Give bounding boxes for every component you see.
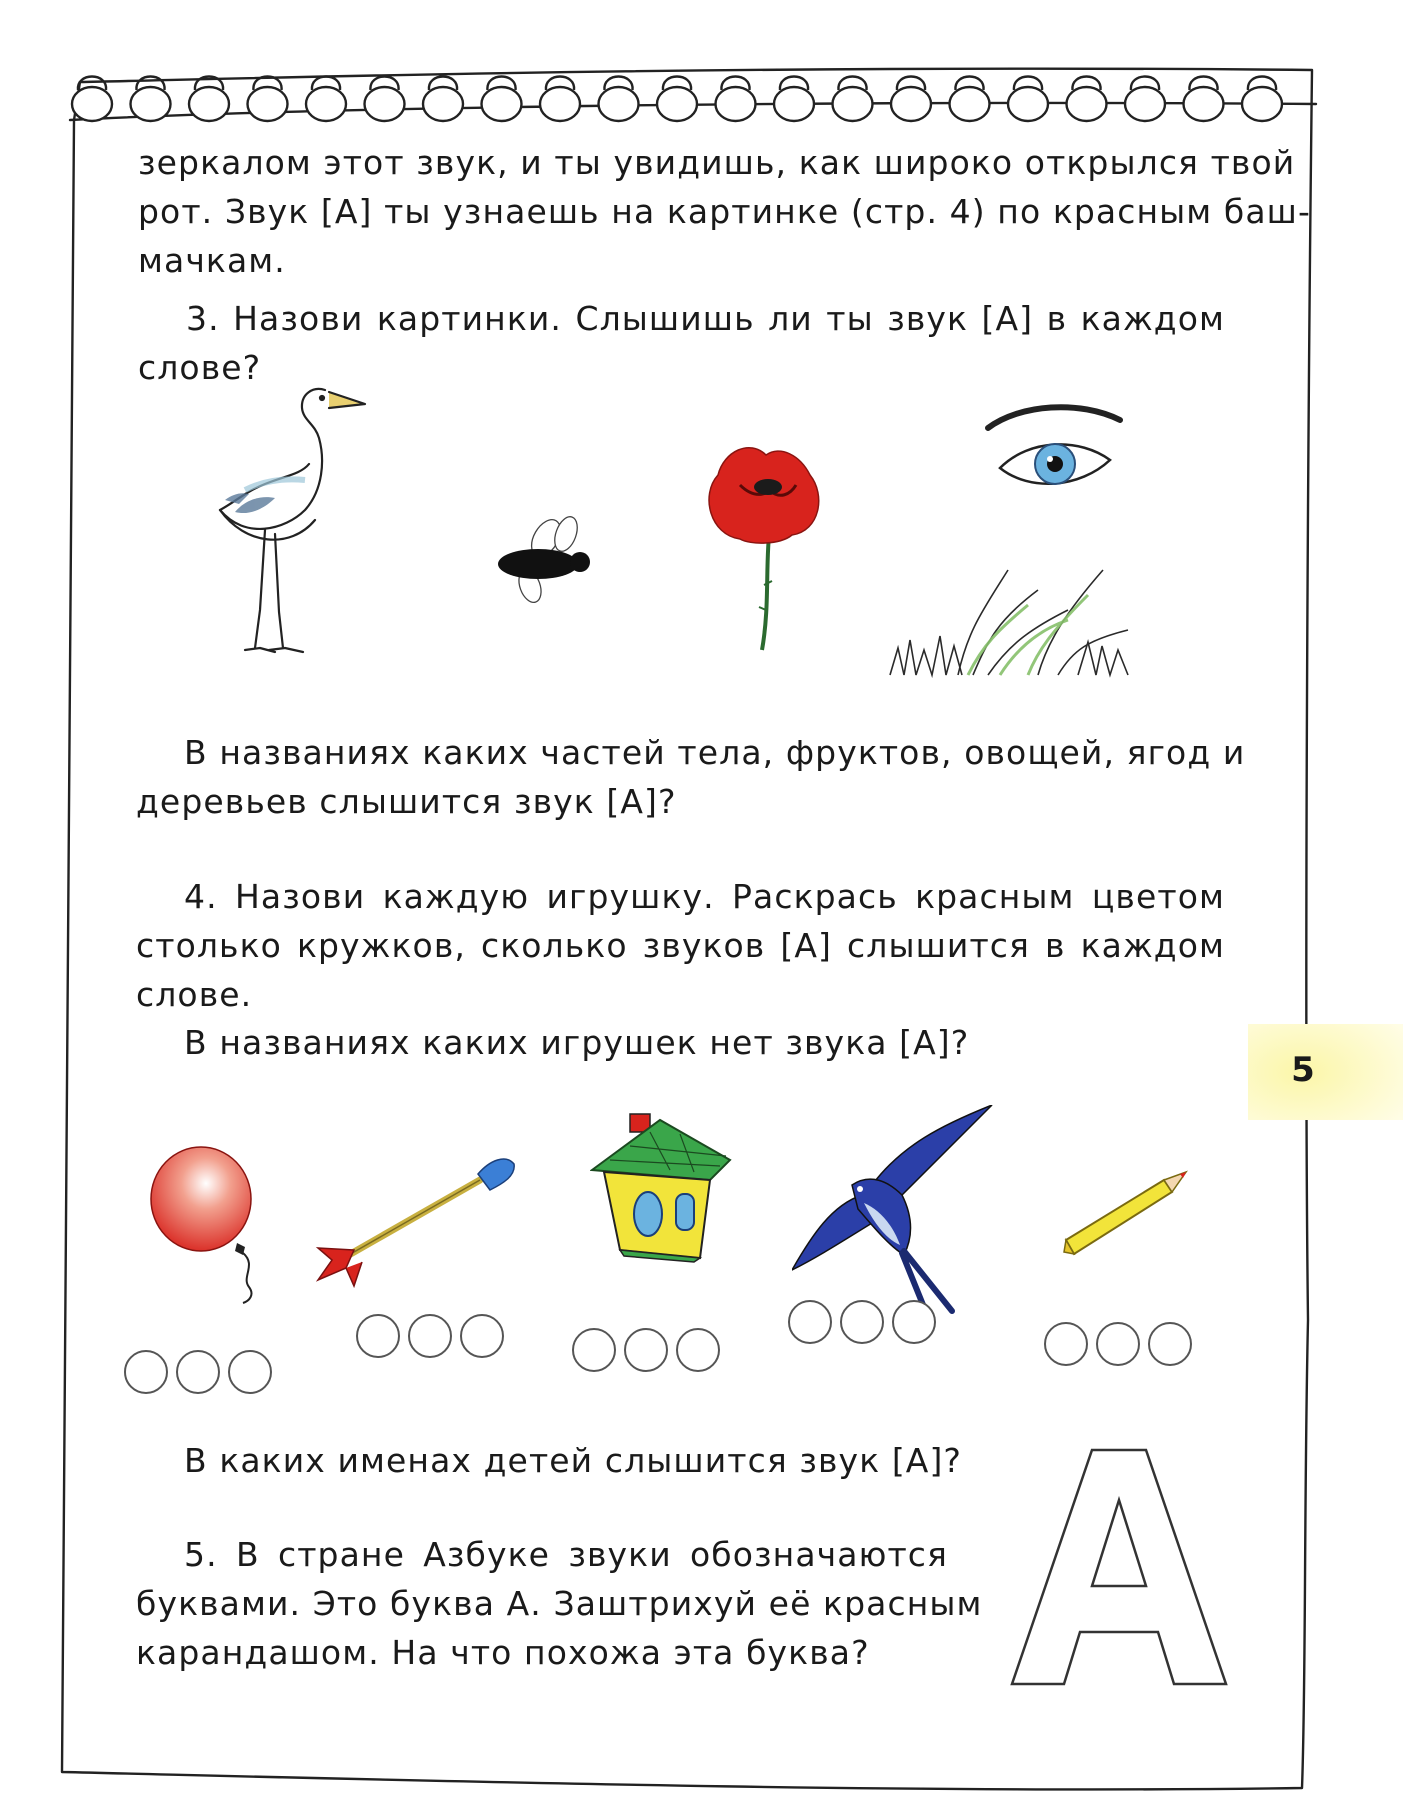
- text-line: 4. Назови каждую игрушку. Раскрась красным цветом: [184, 877, 1225, 916]
- swallow-picture[interactable]: [792, 1105, 1002, 1335]
- spiral-ring: [72, 87, 112, 121]
- answer-circle[interactable]: [676, 1328, 720, 1372]
- spiral-ring: [774, 87, 814, 121]
- spiral-ring: [423, 87, 463, 121]
- arrow-toy-picture[interactable]: [310, 1150, 520, 1290]
- answer-circle[interactable]: [1044, 1322, 1088, 1366]
- answer-circle[interactable]: [892, 1300, 936, 1344]
- spiral-ring: [657, 87, 697, 121]
- page-number: 5: [1291, 1050, 1315, 1090]
- spiral-ring: [833, 87, 873, 121]
- answer-circle[interactable]: [176, 1350, 220, 1394]
- grass-picture[interactable]: [888, 550, 1138, 680]
- page-tab: [1248, 1024, 1403, 1120]
- answer-circle[interactable]: [1148, 1322, 1192, 1366]
- answer-circle[interactable]: [124, 1350, 168, 1394]
- spiral-ring: [482, 87, 522, 121]
- answer-circle[interactable]: [788, 1300, 832, 1344]
- paragraph-intro: [138, 138, 1311, 285]
- text-line: мачкам.: [138, 241, 286, 280]
- answer-circle[interactable]: [624, 1328, 668, 1372]
- text-line: зеркалом этот звук, и ты увидишь, как широко открылся твой: [138, 143, 1296, 182]
- spiral-ring: [599, 87, 639, 121]
- spiral-ring: [189, 87, 229, 121]
- birdhouse-picture[interactable]: [590, 1110, 740, 1265]
- exercise-5-text: [136, 1530, 983, 1677]
- names-question: В каких именах детей слышится звук [А]?: [184, 1441, 963, 1480]
- answer-circle[interactable]: [1096, 1322, 1140, 1366]
- exercise-3-text: [138, 294, 1225, 392]
- spiral-ring: [540, 87, 580, 121]
- spiral-ring: [1008, 87, 1048, 121]
- text-line: слове?: [138, 348, 262, 387]
- answer-circle[interactable]: [356, 1314, 400, 1358]
- text-line: В названиях каких частей тела, фруктов, овощей, ягод и: [184, 733, 1246, 772]
- text-line: деревьев слышится звук [А]?: [136, 782, 677, 821]
- spiral-ring: [950, 87, 990, 121]
- spiral-ring: [891, 87, 931, 121]
- answer-circle[interactable]: [840, 1300, 884, 1344]
- letter-a-outline[interactable]: [1008, 1448, 1230, 1688]
- text-line: рот. Звук [А] ты узнаешь на картинке (стр. 4) по красным баш-: [138, 192, 1311, 231]
- spiral-ring: [716, 87, 756, 121]
- text-line: буквами. Это буква А. Заштрихуй её красным: [136, 1584, 983, 1623]
- bee-picture[interactable]: [488, 508, 608, 613]
- spiral-ring: [1125, 87, 1165, 121]
- spiral-ring: [365, 87, 405, 121]
- spiral-ring: [1184, 87, 1224, 121]
- answer-circle[interactable]: [460, 1314, 504, 1358]
- spiral-ring: [131, 87, 171, 121]
- pencil-picture[interactable]: [1060, 1168, 1190, 1258]
- exercise-4-text: [136, 872, 1225, 1019]
- toys-question: В названиях каких игрушек нет звука [А]?: [184, 1023, 970, 1062]
- stork-picture[interactable]: [205, 380, 415, 670]
- text-line: столько кружков, сколько звуков [А] слышится в каждом: [136, 926, 1225, 965]
- text-line: слове.: [136, 975, 253, 1014]
- spiral-rings: [72, 77, 1282, 122]
- spiral-ring: [1242, 87, 1282, 121]
- poppy-picture[interactable]: [700, 435, 832, 655]
- answer-circle[interactable]: [572, 1328, 616, 1372]
- body-parts-question: [136, 728, 1246, 826]
- spiral-ring: [306, 87, 346, 121]
- answer-circle[interactable]: [228, 1350, 272, 1394]
- answer-circle[interactable]: [408, 1314, 452, 1358]
- text-line: 3. Назови картинки. Слышишь ли ты звук [А] в каждом: [186, 299, 1225, 338]
- balloon-picture[interactable]: [145, 1145, 265, 1305]
- spiral-ring: [248, 87, 288, 121]
- eye-picture[interactable]: [980, 398, 1130, 508]
- text-line: 5. В стране Азбуке звуки обозначаются: [184, 1535, 948, 1574]
- text-line: карандашом. На что похожа эта буква?: [136, 1633, 870, 1672]
- spiral-ring: [1067, 87, 1107, 121]
